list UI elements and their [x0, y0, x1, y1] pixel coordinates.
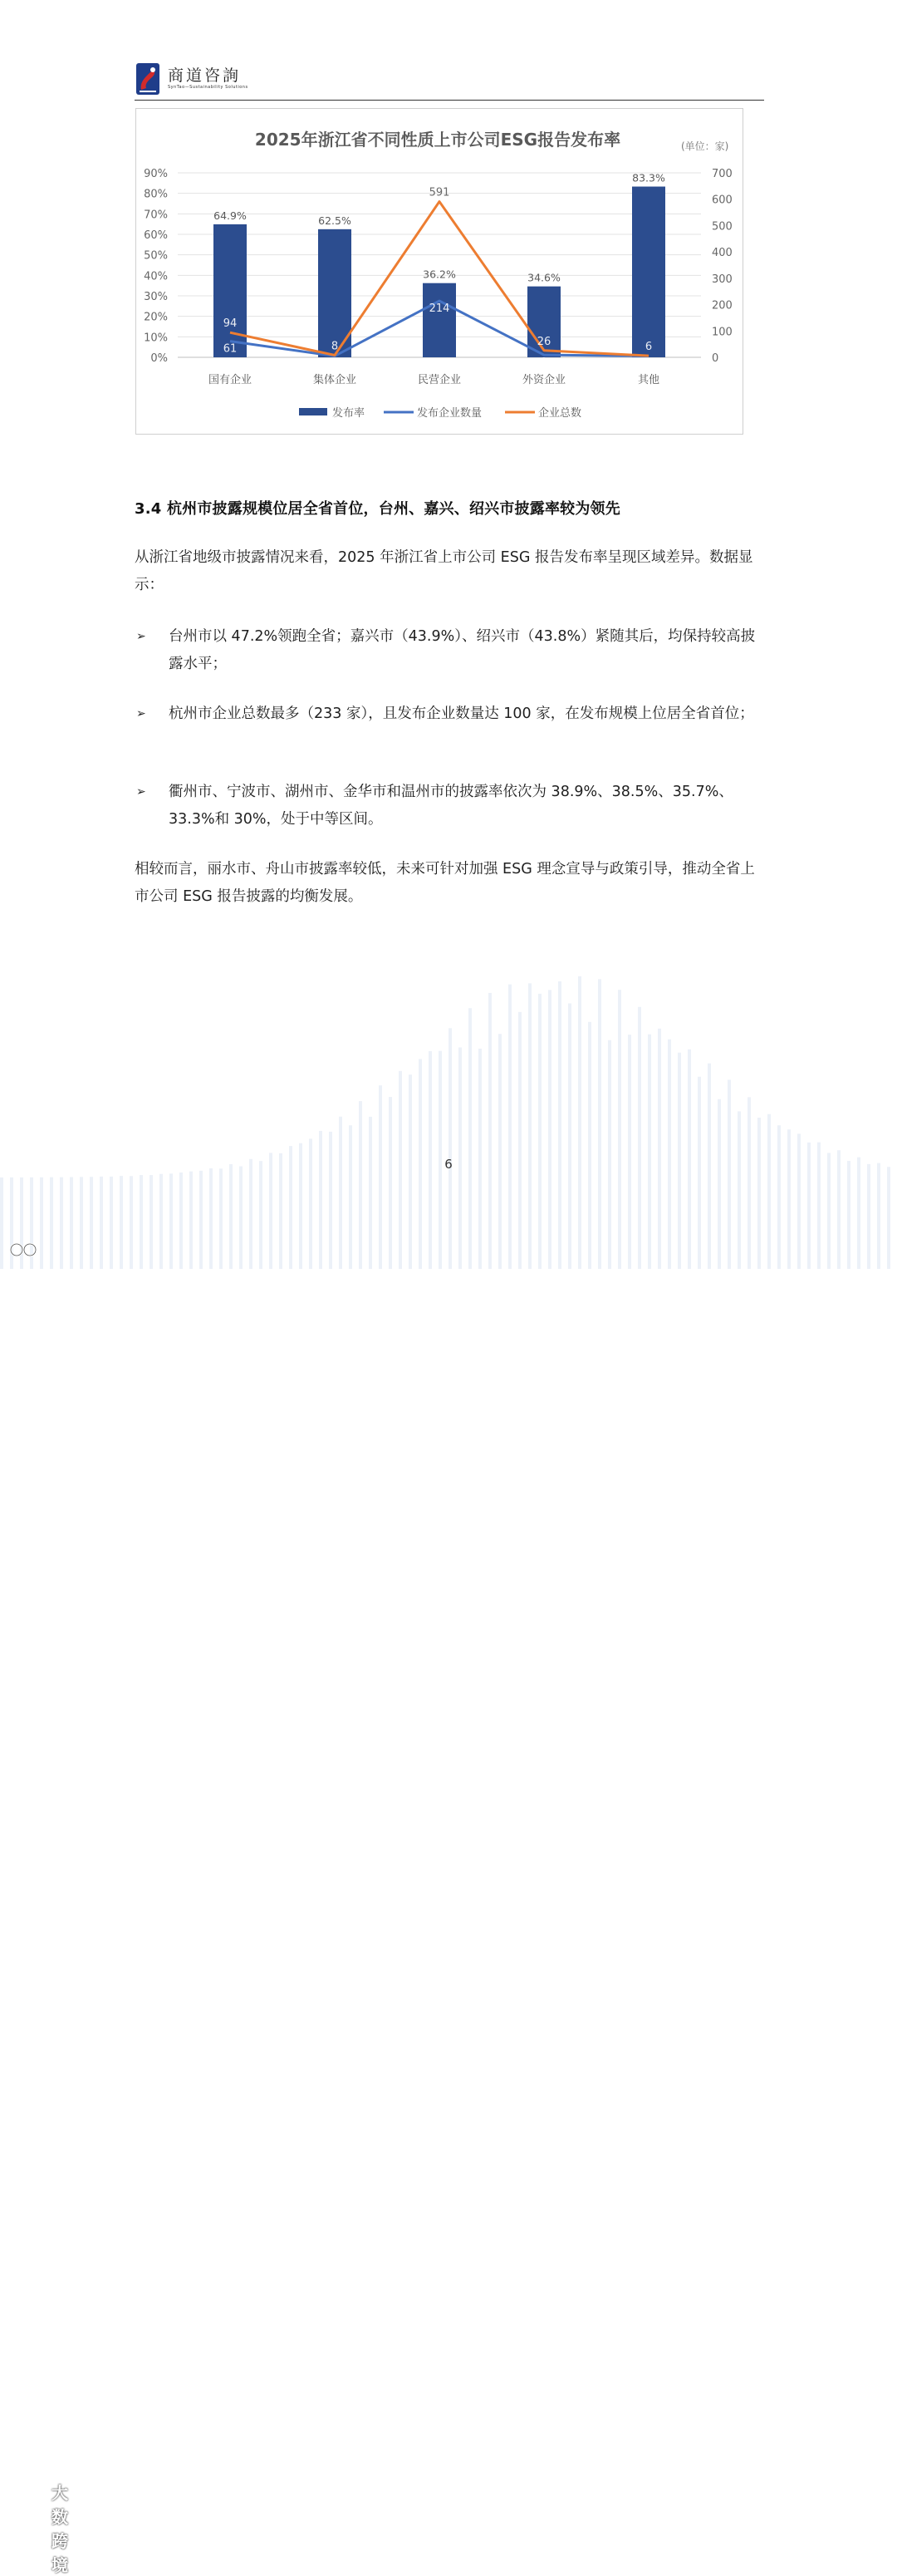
decorative-bar [120, 1176, 123, 1269]
right-axis-tick-label: 400 [712, 247, 733, 260]
bar-data-label: 62.5% [318, 214, 351, 227]
decorative-bar [329, 1132, 332, 1269]
esg-rate-chart [136, 109, 743, 434]
decorative-bar [70, 1177, 73, 1269]
logo-text-cn: 商道咨詢 [168, 66, 242, 85]
decorative-bar [40, 1177, 43, 1269]
legend-label: 发布企业数量 [417, 407, 483, 420]
decorative-bar [847, 1161, 850, 1269]
line-data-label: 8 [331, 340, 339, 353]
page-number: 6 [444, 1157, 453, 1172]
right-axis-tick-label: 700 [712, 168, 733, 180]
watermark-text: 大数跨境 [51, 2483, 69, 2575]
left-axis-tick-label: 40% [144, 270, 168, 283]
decorative-bar [90, 1177, 93, 1269]
decorative-bar [0, 1177, 3, 1269]
decorative-bar [578, 976, 581, 1269]
decorative-bar [140, 1175, 143, 1269]
bar-data-label: 64.9% [213, 209, 247, 222]
category-label: 其他 [637, 374, 660, 386]
list-item [135, 779, 764, 837]
right-axis-tick-label: 200 [712, 299, 733, 312]
decorative-bar [159, 1174, 163, 1269]
decorative-bar [359, 1101, 362, 1269]
decorative-bar [618, 990, 621, 1269]
decorative-bar [209, 1168, 213, 1269]
decorative-bar [389, 1097, 392, 1269]
decorative-bar [668, 1040, 671, 1269]
decorative-bar [448, 1028, 452, 1269]
chart-container [135, 108, 743, 435]
left-axis-tick-label: 30% [144, 291, 168, 303]
decorative-bar [150, 1175, 153, 1269]
decorative-bar [169, 1173, 173, 1269]
decorative-bar [787, 1129, 791, 1269]
decorative-bar [409, 1074, 412, 1269]
decorative-bar [658, 1029, 661, 1269]
logo-text-en: SynTao—Sustainability Solutions [168, 85, 248, 90]
decorative-bar [757, 1118, 761, 1269]
decorative-bar [189, 1172, 193, 1269]
decorative-bar [259, 1161, 262, 1269]
list-item [135, 701, 764, 759]
decorative-bar [558, 981, 561, 1269]
line-data-label: 6 [645, 341, 653, 354]
decorative-bar [598, 979, 601, 1269]
decorative-bar [488, 993, 492, 1269]
line-data-label: 61 [223, 342, 238, 356]
bullet-arrow-icon: ➢ [136, 630, 146, 643]
decorative-bar [239, 1167, 243, 1269]
right-axis-tick-label: 600 [712, 194, 733, 207]
decorative-bar [608, 1040, 611, 1269]
bullet-arrow-icon: ➢ [136, 707, 146, 720]
left-axis-tick-label: 60% [144, 229, 168, 242]
left-axis-tick-label: 90% [144, 168, 168, 180]
decorative-bar [339, 1117, 342, 1269]
legend-label: 企业总数 [538, 407, 582, 420]
legend-swatch [299, 408, 327, 415]
bullet-arrow-icon: ➢ [136, 785, 146, 799]
decorative-bar [508, 985, 512, 1269]
decorative-bar [638, 1007, 641, 1269]
decorative-bar [369, 1117, 372, 1269]
decorative-bar [199, 1171, 203, 1269]
list-item-text: 台州市以 47.2%领跑全省；嘉兴市（43.9%）、绍兴市（43.8%）紧随其后，均保持较高披露水平； [169, 628, 756, 672]
list-item-text: 杭州市企业总数最多（233 家），且发布企业数量达 100 家，在发布规模上位居全省首位； [169, 705, 754, 722]
decorative-bar [528, 983, 532, 1269]
line-data-label: 9 [540, 356, 548, 370]
decorative-bar [588, 1022, 591, 1269]
header-divider [135, 100, 764, 101]
category-label: 外资企业 [522, 374, 566, 386]
decorative-bar [738, 1111, 741, 1269]
left-axis-tick-label: 20% [144, 311, 168, 324]
decorative-bar [777, 1125, 781, 1269]
decorative-bar [857, 1158, 860, 1269]
chart-unit-note: (单位：家) [681, 140, 729, 152]
decorative-bar [698, 1077, 701, 1269]
decorative-bar [748, 1097, 751, 1269]
line-data-label: 94 [223, 317, 238, 331]
decorative-bar [867, 1164, 870, 1269]
left-axis-tick-label: 0% [150, 352, 168, 365]
decorative-bar [349, 1125, 352, 1269]
watermark-icon [8, 1241, 40, 1258]
decorative-bar [319, 1131, 322, 1269]
right-axis-tick-label: 500 [712, 220, 733, 234]
bar [213, 224, 247, 357]
decorative-bar [80, 1177, 83, 1269]
right-axis-tick-label: 300 [712, 273, 733, 286]
left-axis-tick-label: 80% [144, 188, 168, 201]
decorative-bar [229, 1164, 233, 1269]
closing-paragraph: 相较而言，丽水市、舟山市披露率较低，未来可针对加强 ESG 理念宣导与政策引导，推动全省上市公司 ESG 报告披露的均衡发展。 [135, 861, 755, 905]
page-header [135, 61, 764, 101]
line-data-label: 5 [651, 357, 659, 371]
intro-paragraph: 从浙江省地级市披露情况来看，2025 年浙江省上市公司 ESG 报告发布率呈现区域差异。数据显示： [135, 549, 753, 593]
decorative-bar [179, 1172, 183, 1269]
decorative-bar [50, 1177, 53, 1269]
bar-data-label: 36.2% [423, 268, 456, 281]
decorative-bar [648, 1035, 651, 1269]
decorative-bar [767, 1114, 771, 1269]
decorative-bar [877, 1163, 880, 1269]
decorative-bar [568, 1004, 571, 1269]
line-data-label: 5 [331, 357, 339, 371]
decorative-bar [219, 1168, 223, 1269]
decorative-bar [130, 1176, 133, 1269]
decorative-bar [100, 1177, 103, 1269]
decorative-bar [887, 1167, 890, 1269]
decorative-bar [718, 1099, 721, 1269]
decorative-bar [249, 1159, 252, 1269]
bar-data-label: 34.6% [527, 271, 561, 284]
line-data-label: 214 [429, 302, 450, 316]
decorative-bar [797, 1133, 801, 1269]
right-axis-tick-label: 0 [712, 352, 719, 365]
decorative-bar [728, 1079, 731, 1269]
section-heading: 3.4 杭州市披露规模位居全省首位，台州、嘉兴、绍兴市披露率较为领先 [135, 500, 620, 518]
left-axis-tick-label: 10% [144, 332, 168, 345]
list-item [135, 623, 764, 681]
category-label: 民营企业 [417, 374, 462, 386]
decorative-bar [538, 994, 542, 1269]
decorative-bar [379, 1085, 382, 1269]
company-logo-icon [135, 61, 161, 96]
decorative-bar [468, 1008, 472, 1269]
bar-data-label: 83.3% [632, 171, 665, 184]
right-axis-tick-label: 100 [712, 326, 733, 339]
decorative-background [0, 964, 897, 1269]
list-item-text: 衢州市、宁波市、湖州市、金华市和温州市的披露率依次为 38.9%、38.5%、35.7%、33.3%和 30%，处于中等区间。 [169, 784, 733, 828]
decorative-bar [628, 1035, 631, 1269]
decorative-bar [498, 1034, 502, 1269]
bar [423, 283, 456, 357]
chart-title: 2025年浙江省不同性质上市公司ESG报告发布率 [254, 130, 621, 150]
decorative-bar [110, 1177, 113, 1269]
category-label: 集体企业 [312, 374, 357, 386]
left-axis-tick-label: 70% [144, 209, 168, 222]
left-axis-tick-label: 50% [144, 249, 168, 263]
line-data-label: 26 [537, 335, 551, 348]
decorative-bar [518, 1012, 522, 1269]
legend-label: 发布率 [332, 407, 365, 420]
bar [632, 187, 665, 357]
line-data-label: 591 [429, 186, 450, 199]
decorative-bar [60, 1177, 63, 1269]
decorative-bar [548, 990, 551, 1269]
category-label: 国有企业 [208, 374, 252, 386]
